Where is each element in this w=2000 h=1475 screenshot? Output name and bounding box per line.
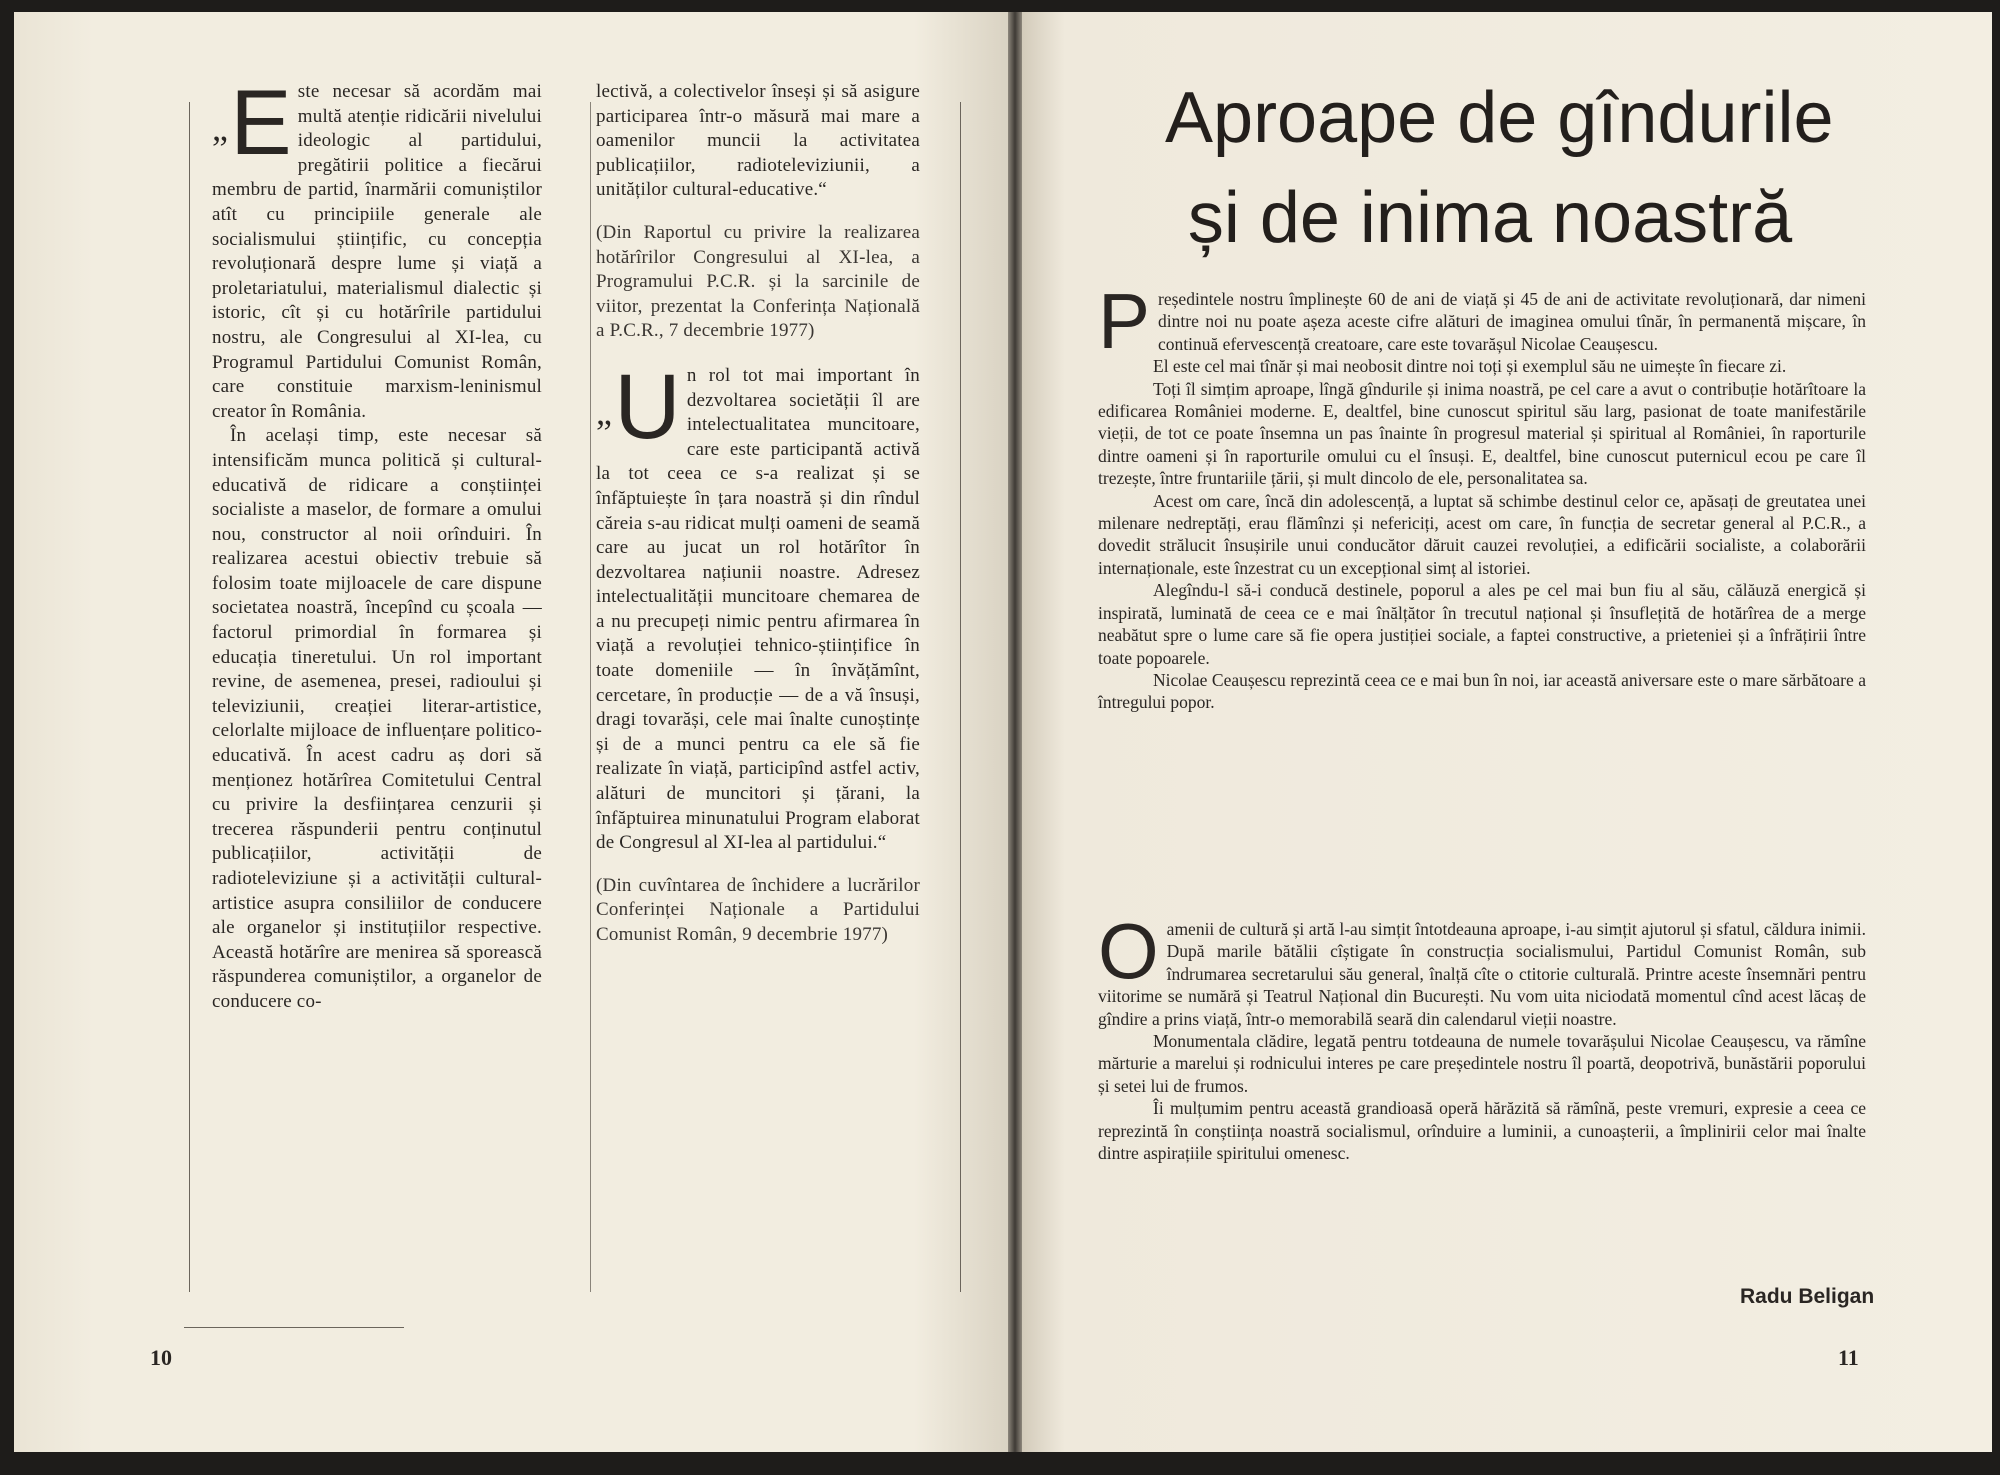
paragraph: El este cel mai tînăr și mai neobosit dintre noi toți și exemplul său ne uimește în fiecare zi.: [1153, 356, 1787, 377]
column-divider: [590, 102, 591, 1292]
bottom-rule: [184, 1327, 404, 1328]
drop-cap: P: [1098, 277, 1151, 365]
source-citation: (Din Raportul cu privire la realizarea hotărîrilor Congresului al XI-lea, a Programului P.C.R. și la sarcinile de viitor, prezentat la Conferința Națională a P.C.R., 7 decembrie 1977): [596, 221, 920, 342]
paragraph: reședintele nostru împlinește 60 de ani de viață și 45 de ani de activitate revoluționară, dar nimeni dintre noi nu poate așeza aceste cifre alături de imaginea omului tînăr, în permanentă mișcare, în continuă efervescență creatoare, care este tovarășul Nicolae Ceaușescu.: [1158, 289, 1866, 354]
article-section-2: [1098, 907, 1866, 1164]
paragraph: Nicolae Ceaușescu reprezintă ceea ce e mai bun în noi, iar această aniversare este o mare sărbătoare a întregului popor.: [1098, 669, 1866, 713]
paragraph: Îi mulțumim pentru această grandioasă operă hărăzită să rămînă, peste vremuri, expresie a ceea ce reprezintă în conștiința noastră socialismul, orînduire a luminii, a cunoașterii, a împlinirii celor mai înalte dintre aspirațiile spiritului omenesc.: [1098, 1098, 1866, 1164]
paragraph: n rol tot mai important în dezvoltarea societății îl are intelectualitatea muncitoare, care este participantă activă la tot ceea ce s-a realizat și se înfăptuiește în țara noastră și din rîndul căreia s-au ridicat mulți oameni de seamă care au jucat un rol hotărîtor în dezvoltarea națiunii noastre. Adresez intelectualității muncitoare chemarea de a nu precupeți nimic pentru afirmarea în viață a revoluției tehnico-științifice în toate domeniile — în învățămînt, cercetare, în producție — de a vă însuși, dragi tovarăși, cele mai înalte cunoștințe și de a munci pentru ca ele să fie realizate în viață, participînd astfel activ, alături de muncitori și țărani, la înfăptuirea minunatului Program elaborat de Congresul al XI-lea al partidului.“: [596, 364, 920, 854]
paragraph: Alegîndu-l să-i conducă destinele, poporul a ales pe cel mai bun fiu al său, călăuză energică și inspirată, luminată de ceea ce e mai înălțător în trecutul național și însuflețită de hotărîrea de a merge neabătut spre o lume care să fie opera justiției sociale, a faptei constructive, a prieteniei și a înfrățirii între toate popoarele.: [1098, 580, 1866, 668]
title-line: și de inima noastră: [1187, 178, 1793, 258]
left-column-1: [212, 72, 542, 1015]
author-signature: Radu Beligan: [1740, 1285, 1875, 1308]
paragraph: În același timp, este necesar să intensificăm munca politică și cultural-educativă de ridicare a conștiinței socialiste a maselor, de formare a omului nou, constructor al noii orînduiri. În realizarea acestui obiectiv trebuie să folosim toate mijloacele de care dispune societatea noastră, începînd cu școala — factorul primordial în formarea și educația tineretului. Un rol important revine, de asemenea, presei, radioului și televiziunii, creației literar-artistice, celorlalte mijloace de influențare politico-educativă. În acest cadru aș dori să menționez hotărîrea Comitetului Central cu privire la desființarea cenzurii și trecerea răspunderii pentru conținutul publicațiilor, activității de radioteleviziune și a activității cultural-artistice asupra consiliilor de conducere ale organelor și instituțiilor respective. Această hotărîre are menirea să sporească răspunderea comuniștilor, a organelor de conducere co-: [212, 425, 542, 1012]
paragraph: Acest om care, încă din adolescență, a luptat să schimbe destinul celor ce, apăsați de greutatea unei milenare nedreptăți, erau flămînzi și nefericiți, acest om care, în funcția de secretar general al P.C.R., a dovedit strălucit însușirile unui conducător dăruit cauzei revoluției, a edificării socialiste, a colaborării internaționale, este înzestrat cu un excepțional simț al istoriei.: [1098, 490, 1866, 578]
left-column-2: [596, 80, 920, 948]
drop-cap: O: [1098, 907, 1159, 995]
paragraph: Toți îl simțim aproape, lîngă gîndurile și inima noastră, pe cel care a avut o contribuție hotărîtoare la edificarea României moderne. E, dealtfel, bine cunoscut spiritul său larg, pasionat de toate manifestările vieții, de tot ce poate însemna un pas înainte în progresul material și spiritual al României, în raporturile dintre oameni și în raporturile omului cu el însuși. E, dealtfel, bine cunoscut puternicul ecou pe care îl trezește, între fruntariile țării, și mult dincolo de ele, personalitatea sa.: [1098, 378, 1866, 489]
source-citation: (Din cuvîntarea de închidere a lucrărilor Conferinței Naționale a Partidului Comunist Român, 9 decembrie 1977): [596, 874, 920, 945]
paragraph: lectivă, a colectivelor înseși și să asigure participarea într-o măsură mai mare a oamenilor muncii la activitatea publicațiilor, radioteleviziunii, a unităților cultural-educative.“: [596, 81, 920, 201]
paragraph: amenii de cultură și artă l-au simțit întotdeauna aproape, i-au simțit ajutorul și sfatul, căldura inimii. După marile bătălii cîștigate în construcția socialismului, Partidul Comunist Român, sub îndrumarea secretarului său general, înalță cîte o ctitorie culturală. Printre aceste însemnări pentru viitorime se numără și Teatrul Național din București. Nu vom uita niciodată momentul cînd acest lăcaș de gîndire a prins viață, într-o memorabilă seară din calendarul vieții noastre.: [1098, 919, 1866, 1029]
paragraph: Monumentala clădire, legată pentru totdeauna de numele tovarășului Nicolae Ceaușescu, va rămîne mărturie a marelui și rodnicului interes pe care președintele nostru îl poartă, deopotrivă, bunăstării poporului și setei lui de frumos.: [1098, 1031, 1866, 1096]
page-number: 10: [150, 1345, 172, 1370]
title-line: Aproape de gîndurile: [1165, 78, 1834, 158]
open-quote: „: [212, 108, 229, 148]
page-number: 11: [1838, 1345, 1859, 1370]
drop-cap: U: [614, 355, 681, 458]
open-quote: „: [596, 391, 613, 432]
drop-cap: E: [230, 72, 292, 174]
article-section-1: [1098, 277, 1866, 714]
book-spine: [1008, 12, 1022, 1452]
article-title: [1165, 68, 1834, 268]
paragraph: ste necesar să acordăm mai multă atenție ridicării nivelului ideologic al partidului, pregătirii politice a fiecărui membru de partid, înarmării comuniștilor atît cu principiile generale ale socialismului științific, cu concepția revoluționară despre lume și viață a proletariatului, materialismul dialectic și istoric, cît și cu hotărîrile partidului nostru, ale Congresului al XI-lea, cu Programul Partidului Comunist Român, care constituie marxism-leninismul creator în România.: [212, 81, 542, 422]
